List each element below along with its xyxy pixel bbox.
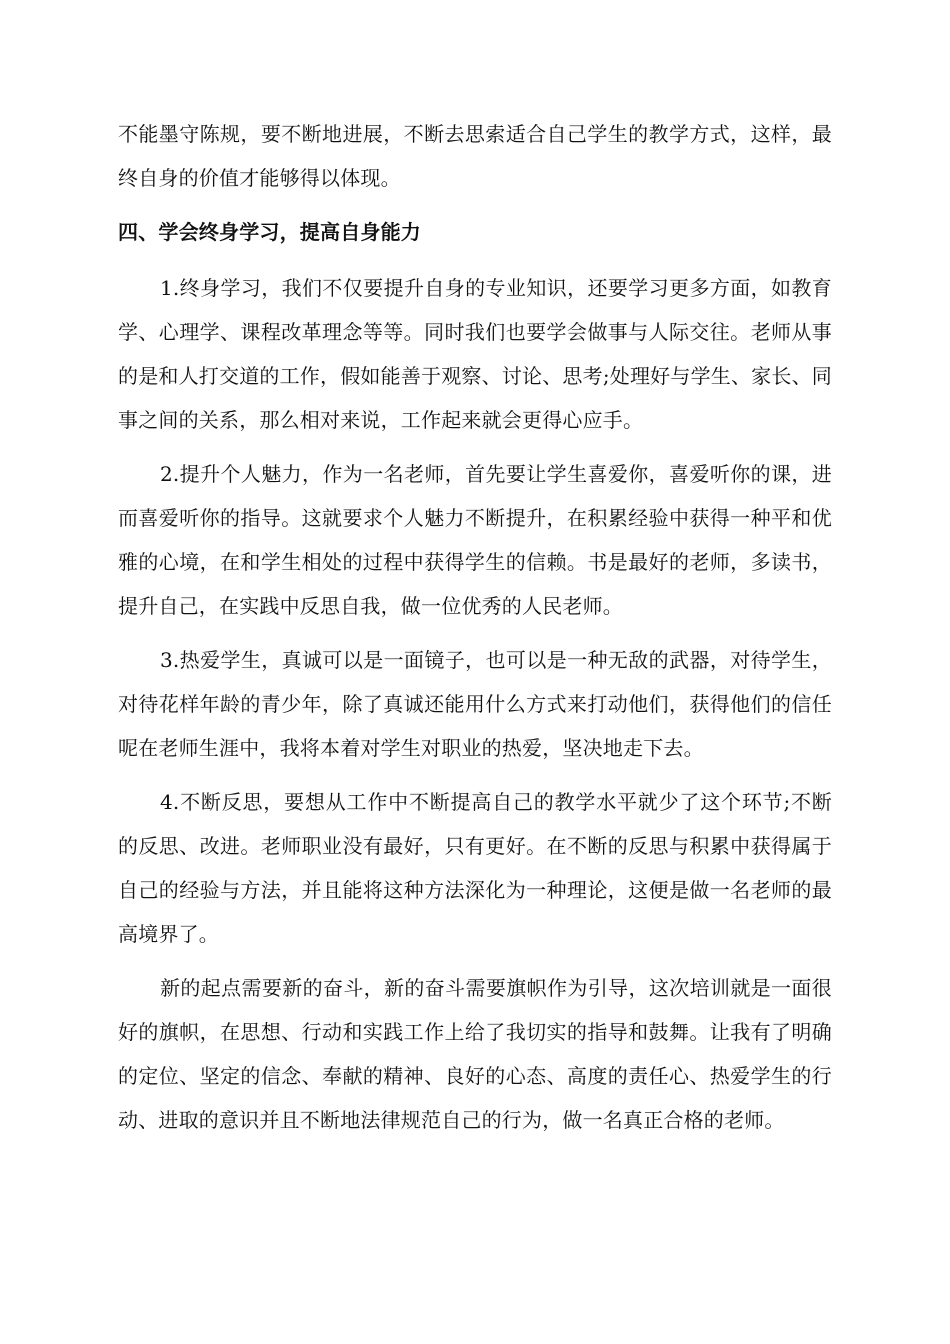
- document-body: [118, 112, 832, 1152]
- paragraph-continuation: 不能墨守陈规，要不断地进展，不断去思索适合自己学生的教学方式，这样，最终自身的价值才能够得以体现。: [118, 122, 832, 190]
- paragraph-item-4: 4.不断反思，要想从工作中不断提高自己的教学水平就少了这个环节;不断的反思、改进。老师职业没有最好，只有更好。在不断的反思与积累中获得属于自己的经验与方法，并且能将这种方法深化为一种理论，这便是做一名老师的最高境界了。: [118, 790, 832, 946]
- paragraph-item-1: 1.终身学习，我们不仅要提升自身的专业知识，还要学习更多方面，如教育学、心理学、课程改革理念等等。同时我们也要学会做事与人际交往。老师从事的是和人打交道的工作，假如能善于观察、讨论、思考;处理好与学生、家长、同事之间的关系，那么相对来说，工作起来就会更得心应手。: [118, 276, 832, 432]
- paragraph-item-3: 3.热爱学生，真诚可以是一面镜子，也可以是一种无敌的武器，对待学生，对待花样年龄的青少年，除了真诚还能用什么方式来打动他们，获得他们的信任呢在老师生涯中，我将本着对学生对职业的热爱，坚决地走下去。: [118, 648, 832, 760]
- section-heading: 四、学会终身学习，提高自身能力: [118, 220, 421, 244]
- paragraph-item-2: 2.提升个人魅力，作为一名老师，首先要让学生喜爱你，喜爱听你的课，进而喜爱听你的指导。这就要求个人魅力不断提升，在积累经验中获得一种平和优雅的心境，在和学生相处的过程中获得学生的信赖。书是最好的老师，多读书，提升自己，在实践中反思自我，做一位优秀的人民老师。: [118, 462, 832, 618]
- paragraph-conclusion: 新的起点需要新的奋斗，新的奋斗需要旗帜作为引导，这次培训就是一面很好的旗帜，在思想、行动和实践工作上给了我切实的指导和鼓舞。让我有了明确的定位、坚定的信念、奉献的精神、良好的心态、高度的责任心、热爱学生的行动、进取的意识并且不断地法律规范自己的行为，做一名真正合格的老师。: [118, 976, 832, 1132]
